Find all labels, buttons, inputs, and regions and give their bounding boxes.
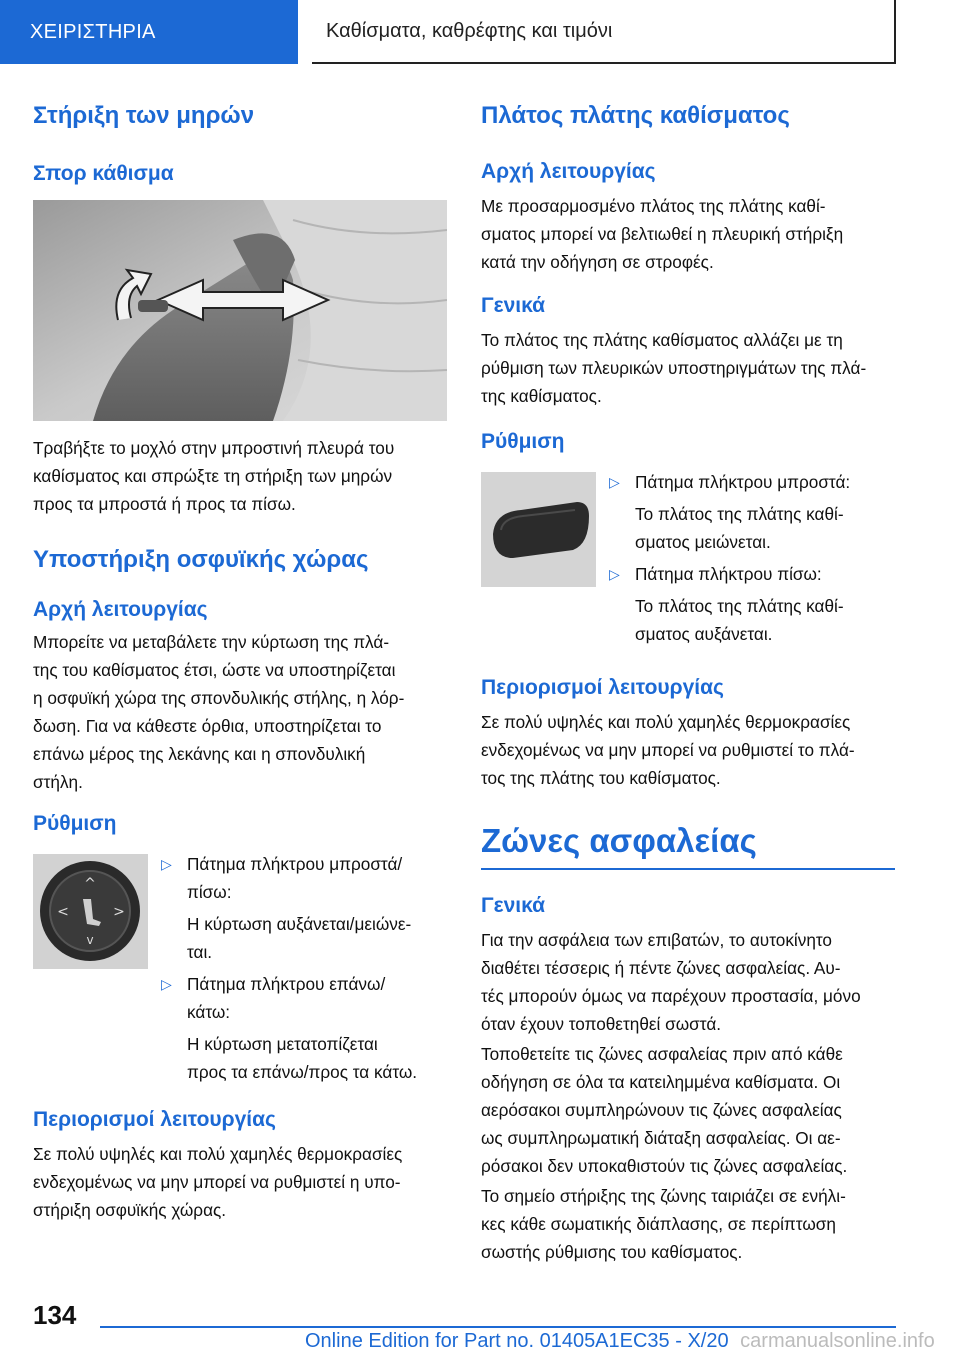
backrest-limits-line: ενδεχομένως να μην μπορεί να ρυθμιστεί το πλά- [481, 740, 855, 760]
lumbar-limits-line: στήριξη οσφυϊκής χώρας. [33, 1200, 227, 1220]
belts-paragraph-line: Για την ασφάλεια των επιβατών, το αυτοκίνητο [481, 930, 832, 950]
step-action: Πάτημα πλήκτρου μπροστά/ [187, 854, 403, 874]
backrest-principle-heading: Αρχή λειτουργίας [481, 160, 656, 183]
backrest-principle-line: κατά την οδήγηση σε στροφές. [481, 252, 714, 272]
backrest-limits-heading: Περιορισμοί λειτουργίας [481, 676, 724, 699]
sport-seat-heading: Σπορ κάθισμα [33, 162, 174, 185]
lumbar-principle-line: Μπορείτε να μεταβάλετε την κύρτωση της πλά- [33, 632, 390, 652]
step-action: Πάτημα πλήκτρου επάνω/ [187, 974, 386, 994]
step-result: Η κύρτωση αυξάνεται/μειώνε- [187, 914, 412, 934]
triangle-right-icon: ▷ [161, 856, 172, 872]
seat-belts-title: Ζώνες ασφαλείας [481, 822, 895, 870]
step-result: Η κύρτωση μετατοπίζεται [187, 1034, 378, 1054]
backrest-general-heading: Γενικά [481, 294, 546, 317]
belts-paragraph-line: ως συμπληρωματική διάταξη ασφαλείας. Οι αε- [481, 1128, 841, 1148]
thigh-support-title: Στήριξη των μηρών [33, 102, 255, 129]
triangle-right-icon: ▷ [609, 474, 620, 490]
lumbar-principle-line: δωση. Για να κάθεστε όρθια, υποστηρίζεται το [33, 716, 382, 736]
lumbar-limits-line: ενδεχομένως να μην μπορεί να ρυθμιστεί η υπο- [33, 1172, 401, 1192]
lumbar-limits-line: Σε πολύ υψηλές και πολύ χαμηλές θερμοκρασίες [33, 1144, 403, 1164]
backrest-limits-line: Σε πολύ υψηλές και πολύ χαμηλές θερμοκρασίες [481, 712, 851, 732]
backrest-principle-line: Με προσαρμοσμένο πλάτος της πλάτης καθί- [481, 196, 826, 216]
step-result: Το πλάτος της πλάτης καθί- [635, 596, 844, 616]
seat-thigh-support-image [33, 200, 447, 421]
watermark-text: carmanualsonline.info [740, 1330, 935, 1352]
step-result: σματος αυξάνεται. [635, 624, 773, 644]
svg-text:<: < [57, 904, 69, 920]
belts-paragraph-line: Το σημείο στήριξης της ζώνης ταιριάζει σε ενήλι- [481, 1186, 846, 1206]
chapter-title: Καθίσματα, καθρέφτης και τιμόνι [312, 0, 896, 64]
belts-general-heading: Γενικά [481, 894, 546, 917]
belts-paragraph-line: διαθέτει τέσσερις ή πέντε ζώνες ασφαλείας. Αυ- [481, 958, 841, 978]
belts-paragraph-line: ρόσακοι δεν υποκαθιστούν τις ζώνες ασφαλείας. [481, 1156, 848, 1176]
sport-seat-text-2: καθίσματος και σπρώξτε τη στήριξη των μηρών [33, 466, 393, 486]
belts-paragraph-line: σωστής ρύθμισης του καθίσματος. [481, 1242, 743, 1262]
lumbar-principle-line: στήλη. [33, 772, 83, 792]
lumbar-adjust-heading: Ρύθμιση [33, 812, 117, 835]
backrest-principle-line: σματος μπορεί να βελτιωθεί η πλευρική στήριξη [481, 224, 844, 244]
lumbar-control-image [33, 854, 148, 969]
belts-paragraph-line: αερόσακοι συμπληρώνουν τις ζώνες ασφαλείας [481, 1100, 842, 1120]
step-result: ται. [187, 942, 213, 962]
step-action: Πάτημα πλήκτρου πίσω: [635, 564, 822, 584]
lumbar-principle-heading: Αρχή λειτουργίας [33, 598, 208, 621]
step-action: Πάτημα πλήκτρου μπροστά: [635, 472, 851, 492]
backrest-limits-line: τος της πλάτης του καθίσματος. [481, 768, 721, 788]
belts-paragraph-line: Τοποθετείτε τις ζώνες ασφαλείας πριν από κάθε [481, 1044, 843, 1064]
lumbar-limits-heading: Περιορισμοί λειτουργίας [33, 1108, 276, 1131]
svg-text:^: ^ [84, 876, 96, 892]
backrest-general-line: της καθίσματος. [481, 386, 602, 406]
step-result: σματος μειώνεται. [635, 532, 771, 552]
lumbar-principle-line: της του καθίσματος έτσι, ώστε να υποστηρίζεται [33, 660, 396, 680]
backrest-adjust-heading: Ρύθμιση [481, 430, 565, 453]
sport-seat-text-1: Τραβήξτε το μοχλό στην μπροστινή πλευρά του [33, 438, 395, 458]
page-number: 134 [33, 1300, 77, 1330]
backrest-general-line: Το πλάτος της πλάτης καθίσματος αλλάζει με τη [481, 330, 843, 350]
triangle-right-icon: ▷ [161, 976, 172, 992]
lumbar-principle-line: επάνω μέρος της λεκάνης και η σπονδυλική [33, 744, 366, 764]
footer-divider [100, 1326, 896, 1328]
step-result: προς τα επάνω/προς τα κάτω. [187, 1062, 418, 1082]
backrest-control-image [481, 472, 596, 587]
belts-paragraph-line: κες κάθε σωματικής διάπλασης, σε περίπτωση [481, 1214, 836, 1234]
backrest-general-line: ρύθμιση των πλευρικών υποστηριγμάτων της πλά- [481, 358, 867, 378]
svg-text:v: v [86, 933, 94, 947]
lumbar-principle-line: η οσφυϊκή χώρα της σπονδυλικής στήλης, η λόρ- [33, 688, 405, 708]
lumbar-support-title: Υποστήριξη οσφυϊκής χώρας [33, 546, 369, 573]
belts-paragraph-line: τές μπορούν όμως να παρέχουν προστασία, μόνο [481, 986, 861, 1006]
step-action: πίσω: [187, 882, 232, 902]
triangle-right-icon: ▷ [609, 566, 620, 582]
belts-paragraph-line: οδήγηση σε όλα τα κατειλημμένα καθίσματα. Οι [481, 1072, 841, 1092]
step-action: κάτω: [187, 1002, 231, 1022]
section-tab: ΧΕΙΡΙΣΤΗΡΙΑ [0, 0, 298, 64]
sport-seat-text-3: προς τα μπροστά ή προς τα πίσω. [33, 494, 296, 514]
footer-edition-text: Online Edition for Part no. 01405A1EC35 - X/20 [305, 1330, 729, 1352]
step-result: Το πλάτος της πλάτης καθί- [635, 504, 844, 524]
backrest-width-title: Πλάτος πλάτης καθίσματος [481, 102, 790, 129]
svg-text:>: > [113, 904, 125, 920]
belts-paragraph-line: όταν έχουν τοποθετηθεί σωστά. [481, 1014, 722, 1034]
footer-edition [305, 1330, 935, 1353]
